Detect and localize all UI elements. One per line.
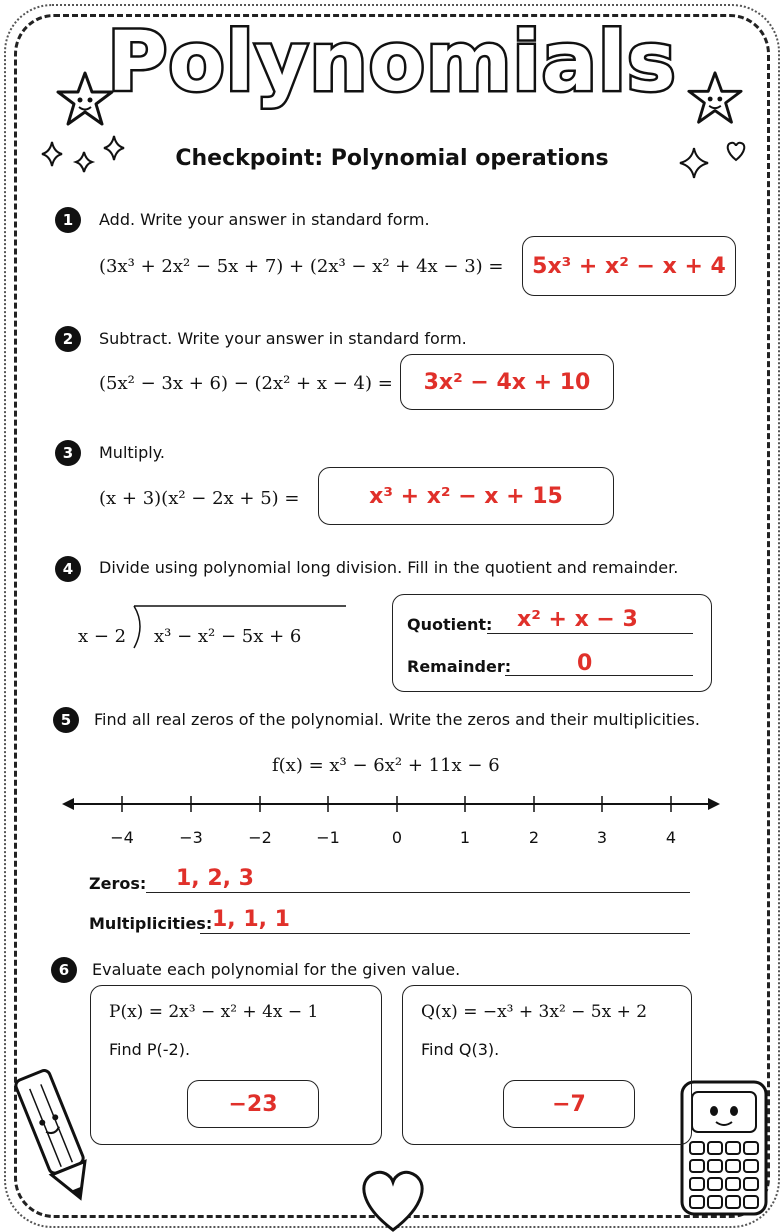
q4-divisor: x − 2 <box>78 626 127 647</box>
q2-expression: (5x² − 3x + 6) − (2x² + x − 4) = <box>99 373 393 394</box>
remainder-label: Remainder: <box>407 657 512 676</box>
q1-prompt: Add. Write your answer in standard form. <box>99 210 430 229</box>
question-number-1: 1 <box>55 207 81 233</box>
page-title: Polynomials <box>107 15 677 110</box>
page-subtitle: Checkpoint: Polynomial operations <box>175 146 609 171</box>
p-expression: P(x) = 2x³ − x² + 4x − 1 <box>109 1002 319 1022</box>
zeros-label: Zeros: <box>89 874 147 893</box>
q-answer: −7 <box>552 1091 586 1117</box>
remainder-answer: 0 <box>577 651 593 676</box>
q5-function: f(x) = x³ − 6x² + 11x − 6 <box>272 755 500 776</box>
zeros-answer: 1, 2, 3 <box>176 866 254 891</box>
q2-answer: 3x² − 4x + 10 <box>423 369 591 395</box>
tick-label: −4 <box>110 828 134 847</box>
q-task: Find Q(3). <box>421 1040 500 1059</box>
p-task: Find P(-2). <box>109 1040 191 1059</box>
question-number-3: 3 <box>55 440 81 466</box>
p-answer: −23 <box>228 1091 278 1117</box>
tick-label: −3 <box>179 828 203 847</box>
tick-label: −1 <box>316 828 340 847</box>
q3-expression: (x + 3)(x² − 2x + 5) = <box>99 488 300 509</box>
tick-label: −2 <box>248 828 272 847</box>
heart-icon <box>355 1168 431 1232</box>
q3-answer: x³ + x² − x + 15 <box>369 483 563 509</box>
multiplicities-label: Multiplicities: <box>89 914 213 933</box>
zeros-line[interactable] <box>146 892 690 893</box>
q5-prompt: Find all real zeros of the polynomial. Write the zeros and their multiplicities. <box>94 710 700 729</box>
p-answer-box[interactable] <box>187 1080 319 1128</box>
tick-label: 4 <box>665 828 677 847</box>
q1-expression: (3x³ + 2x² − 5x + 7) + (2x³ − x² + 4x − 3) = <box>99 256 504 277</box>
pencil-icon <box>12 1060 102 1210</box>
quotient-line[interactable] <box>487 633 693 634</box>
q-expression: Q(x) = −x³ + 3x² − 5x + 2 <box>421 1002 648 1022</box>
q3-prompt: Multiply. <box>99 443 165 462</box>
quotient-answer: x² + x − 3 <box>517 607 638 632</box>
question-number-2: 2 <box>55 326 81 352</box>
question-number-6: 6 <box>51 957 77 983</box>
q1-answer-box[interactable] <box>522 236 736 296</box>
number-line <box>62 790 722 820</box>
remainder-line[interactable] <box>505 675 693 676</box>
q2-answer-box[interactable] <box>400 354 614 410</box>
q1-answer: 5x³ + x² − x + 4 <box>532 253 726 279</box>
tick-label: 2 <box>528 828 540 847</box>
question-number-4: 4 <box>55 556 81 582</box>
q6-prompt: Evaluate each polynomial for the given value. <box>92 960 461 979</box>
q4-prompt: Divide using polynomial long division. Fill in the quotient and remainder. <box>99 558 679 577</box>
multiplicities-answer: 1, 1, 1 <box>212 907 290 932</box>
q3-answer-box[interactable] <box>318 467 614 525</box>
tick-label: 0 <box>391 828 403 847</box>
q2-prompt: Subtract. Write your answer in standard form. <box>99 329 467 348</box>
question-number-5: 5 <box>53 707 79 733</box>
tick-label: 3 <box>596 828 608 847</box>
tick-label: 1 <box>459 828 471 847</box>
quotient-label: Quotient: <box>407 615 493 634</box>
q-answer-box[interactable] <box>503 1080 635 1128</box>
q4-dividend: x³ − x² − 5x + 6 <box>154 626 302 647</box>
q-card <box>402 985 692 1145</box>
p-card <box>90 985 382 1145</box>
multiplicities-line[interactable] <box>200 933 690 934</box>
q4-answer-box <box>392 594 712 692</box>
